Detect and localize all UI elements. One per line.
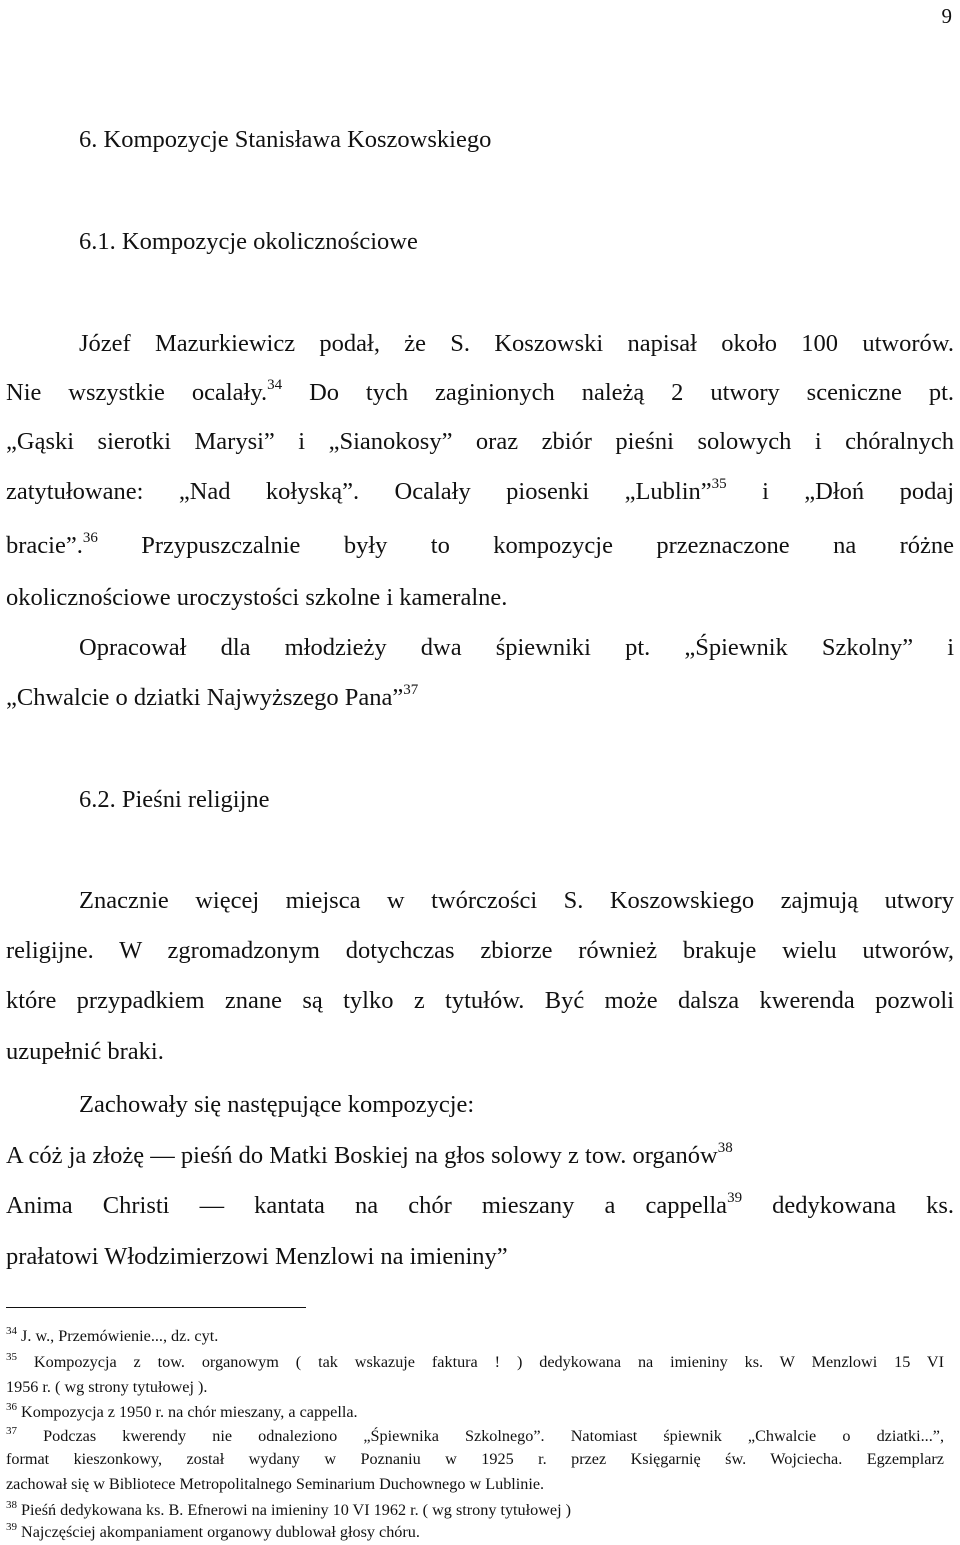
chapter-heading: 6. Kompozycje Stanisława Koszowskiego [79, 126, 492, 153]
body-line: Anima Christi — kantata na chór mieszany a cappella$^{39}$ dedykowana ks. [6, 1190, 954, 1219]
footnote: zachował się w Bibliotece Metropolitalnego Seminarium Duchownego w Lublinie. [6, 1475, 545, 1493]
body-line: uzupełnić braki. [6, 1038, 164, 1065]
footnote-ref: 38 [717, 1140, 733, 1156]
body-line: Znacznie więcej miejsca w twórczości S. Koszowskiego zajmują utwory [79, 887, 954, 914]
body-line: zatytułowane: „Nad kołyską”. Ocalały piosenki „Lublin”$^{35}$ i „Dłoń podaj [6, 476, 955, 505]
body-line: Opracował dla młodzieży dwa śpiewniki pt. „Śpiewnik Szkolny” i [79, 634, 954, 661]
body-line: prałatowi Włodzimierzowi Menzlowi na imieniny” [6, 1243, 508, 1270]
body-line: Zachowały się następujące kompozycje: [79, 1091, 475, 1118]
footnote-separator [6, 1307, 306, 1308]
footnote-ref: 39 [727, 1190, 743, 1206]
footnote: format kieszonkowy, został wydany w Poznaniu w 1925 r. przez Księgarnię św. Wojciecha. Egzemplarz [6, 1450, 944, 1468]
footnote: $^{38}$ Pieśń dedykowana ks. B. Efnerowi na imieniny 10 VI 1962 r. ( wg strony tytułowej ) [6, 1499, 572, 1519]
body-line: „Gąski sierotki Marysi” i „Sianokosy” oraz zbiór pieśni solowych i chóralnych [6, 428, 954, 455]
footnote: $^{34}$ J. w., Przemówienie..., dz. cyt. [6, 1325, 219, 1345]
body-line: religijne. W zgromadzonym dotychczas zbiorze również brakuje wielu utworów, [6, 937, 954, 964]
body-line: okolicznościowe uroczystości szkolne i kameralne. [6, 584, 508, 611]
body-line: Nie wszystkie ocalały.$^{34}$ Do tych zaginionych należą 2 utwory sceniczne pt. [6, 377, 955, 406]
body-line: bracie”.$^{36}$ Przypuszczalnie były to kompozycje przeznaczone na różne [6, 530, 954, 559]
footnote-ref: 37 [403, 682, 419, 698]
body-line: Józef Mazurkiewicz podał, że S. Koszowski napisał około 100 utworów. [79, 330, 954, 357]
footnote-ref: 35 [711, 476, 727, 492]
footnote-ref: 34 [267, 377, 283, 393]
body-line: „Chwalcie o dziatki Najwyższego Pana”$^{37}$ [6, 682, 419, 711]
section-heading-1: 6.1. Kompozycje okolicznościowe [79, 228, 418, 255]
footnote: $^{37}$ Podczas kwerendy nie odnaleziono „Śpiewnika Szkolnego”. Natomiast śpiewnik „Chwalcie o dziatki...”, [6, 1425, 944, 1445]
page-number: 9 [941, 4, 952, 28]
footnote: 1956 r. ( wg strony tytułowej ). [6, 1378, 208, 1396]
footnote: $^{39}$ Najczęściej akompaniament organowy dublował głosy chóru. [6, 1521, 420, 1541]
footnote-ref: 36 [82, 530, 98, 546]
footnote: $^{36}$ Kompozycja z 1950 r. na chór mieszany, a cappella. [6, 1401, 358, 1421]
body-line: A cóż ja złożę — pieśń do Matki Boskiej na głos solowy z tow. organów$^{38}$ [6, 1140, 733, 1169]
footnote: $^{35}$ Kompozycja z tow. organowym ( tak wskazuje faktura ! ) dedykowana na imieniny ks. W Menzlowi 15 VI [6, 1351, 945, 1371]
section-heading-2: 6.2. Pieśni religijne [79, 786, 270, 813]
body-line: które przypadkiem znane są tylko z tytułów. Być może dalsza kwerenda pozwoli [6, 987, 954, 1014]
